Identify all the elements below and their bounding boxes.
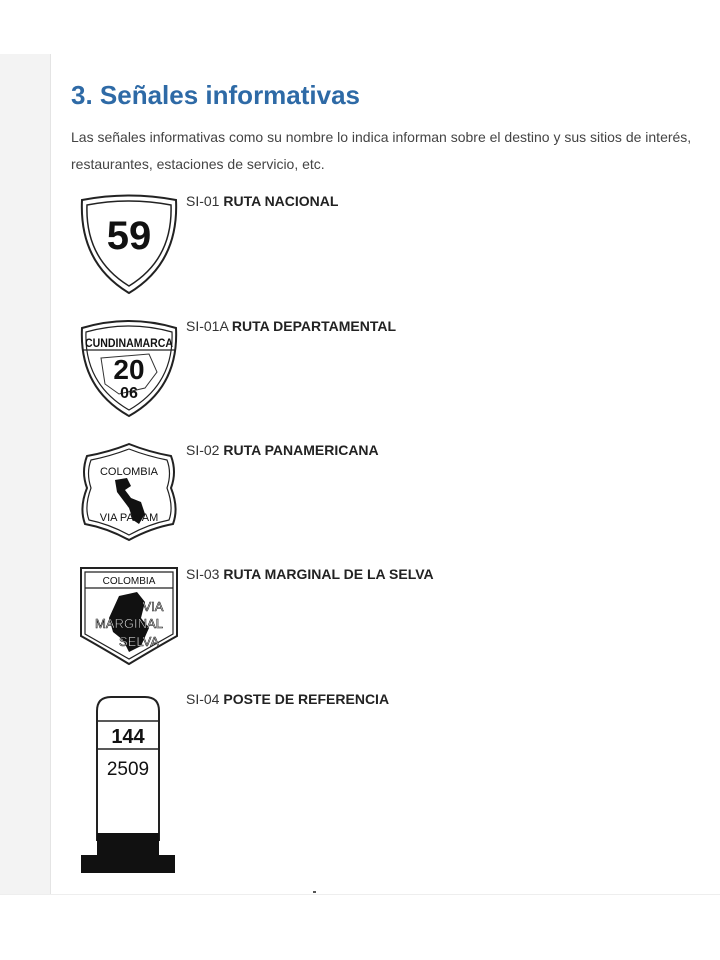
post-top-number: 144 (111, 726, 145, 748)
sign-code: SI-01 (186, 193, 220, 209)
sign-code: SI-04 (186, 691, 220, 707)
sign-number-text: 20 (113, 354, 145, 385)
sign-region-text: CUNDINAMARCA (85, 336, 174, 350)
sign-code: SI-03 (186, 566, 220, 582)
sign-route-text: VIA PANAM (99, 512, 159, 524)
shield-sign-departmental-icon (79, 318, 179, 418)
sign-code: SI-02 (186, 442, 220, 458)
sign-item-si-04 (79, 691, 639, 876)
sign-item-si-01 (79, 193, 639, 303)
sign-item-si-02 (79, 442, 639, 552)
sign-country-text: COLOMBIA (102, 576, 156, 587)
sign-subnumber-text: 06 (120, 385, 138, 402)
sign-caption (186, 442, 379, 458)
sign-caption (186, 193, 338, 209)
section-title: 3. Señales informativas (71, 80, 361, 110)
sign-caption (186, 318, 396, 334)
sign-name: RUTA NACIONAL (223, 193, 339, 209)
section-intro: Las señales informativas como su nombre lo indica informan sobre el destino y sus sitios de interés, restaurantes, estaciones de servicio, etc. (71, 129, 692, 172)
sign-caption (186, 691, 389, 707)
shield-sign-panamerican-icon (79, 442, 179, 542)
reference-post-icon (79, 691, 179, 876)
sign-item-si-03 (79, 566, 639, 676)
sign-caption (186, 566, 434, 582)
stray-mark (313, 891, 316, 893)
sign-name: POSTE DE REFERENCIA (223, 691, 390, 707)
post-bottom-number: 2509 (106, 759, 150, 780)
shield-sign-national-icon (79, 193, 179, 295)
sign-name: RUTA PANAMERICANA (223, 442, 379, 458)
sign-name: RUTA MARGINAL DE LA SELVA (223, 566, 434, 582)
sign-selva-text: SELVA (119, 634, 159, 649)
sign-item-si-01a (79, 318, 639, 428)
sign-marginal-text: MARGINAL (95, 616, 163, 631)
shield-sign-marginal-selva-icon (79, 566, 179, 666)
sign-number-text: 59 (106, 214, 152, 258)
left-sidebar (0, 54, 51, 894)
sign-code: SI-01A (186, 318, 229, 334)
main-content (71, 54, 720, 894)
sign-name: RUTA DEPARTAMENTAL (231, 318, 397, 334)
page-bottom-divider (0, 894, 720, 895)
sign-country-text: COLOMBIA (99, 466, 159, 478)
sign-via-text: VIA (142, 599, 164, 614)
